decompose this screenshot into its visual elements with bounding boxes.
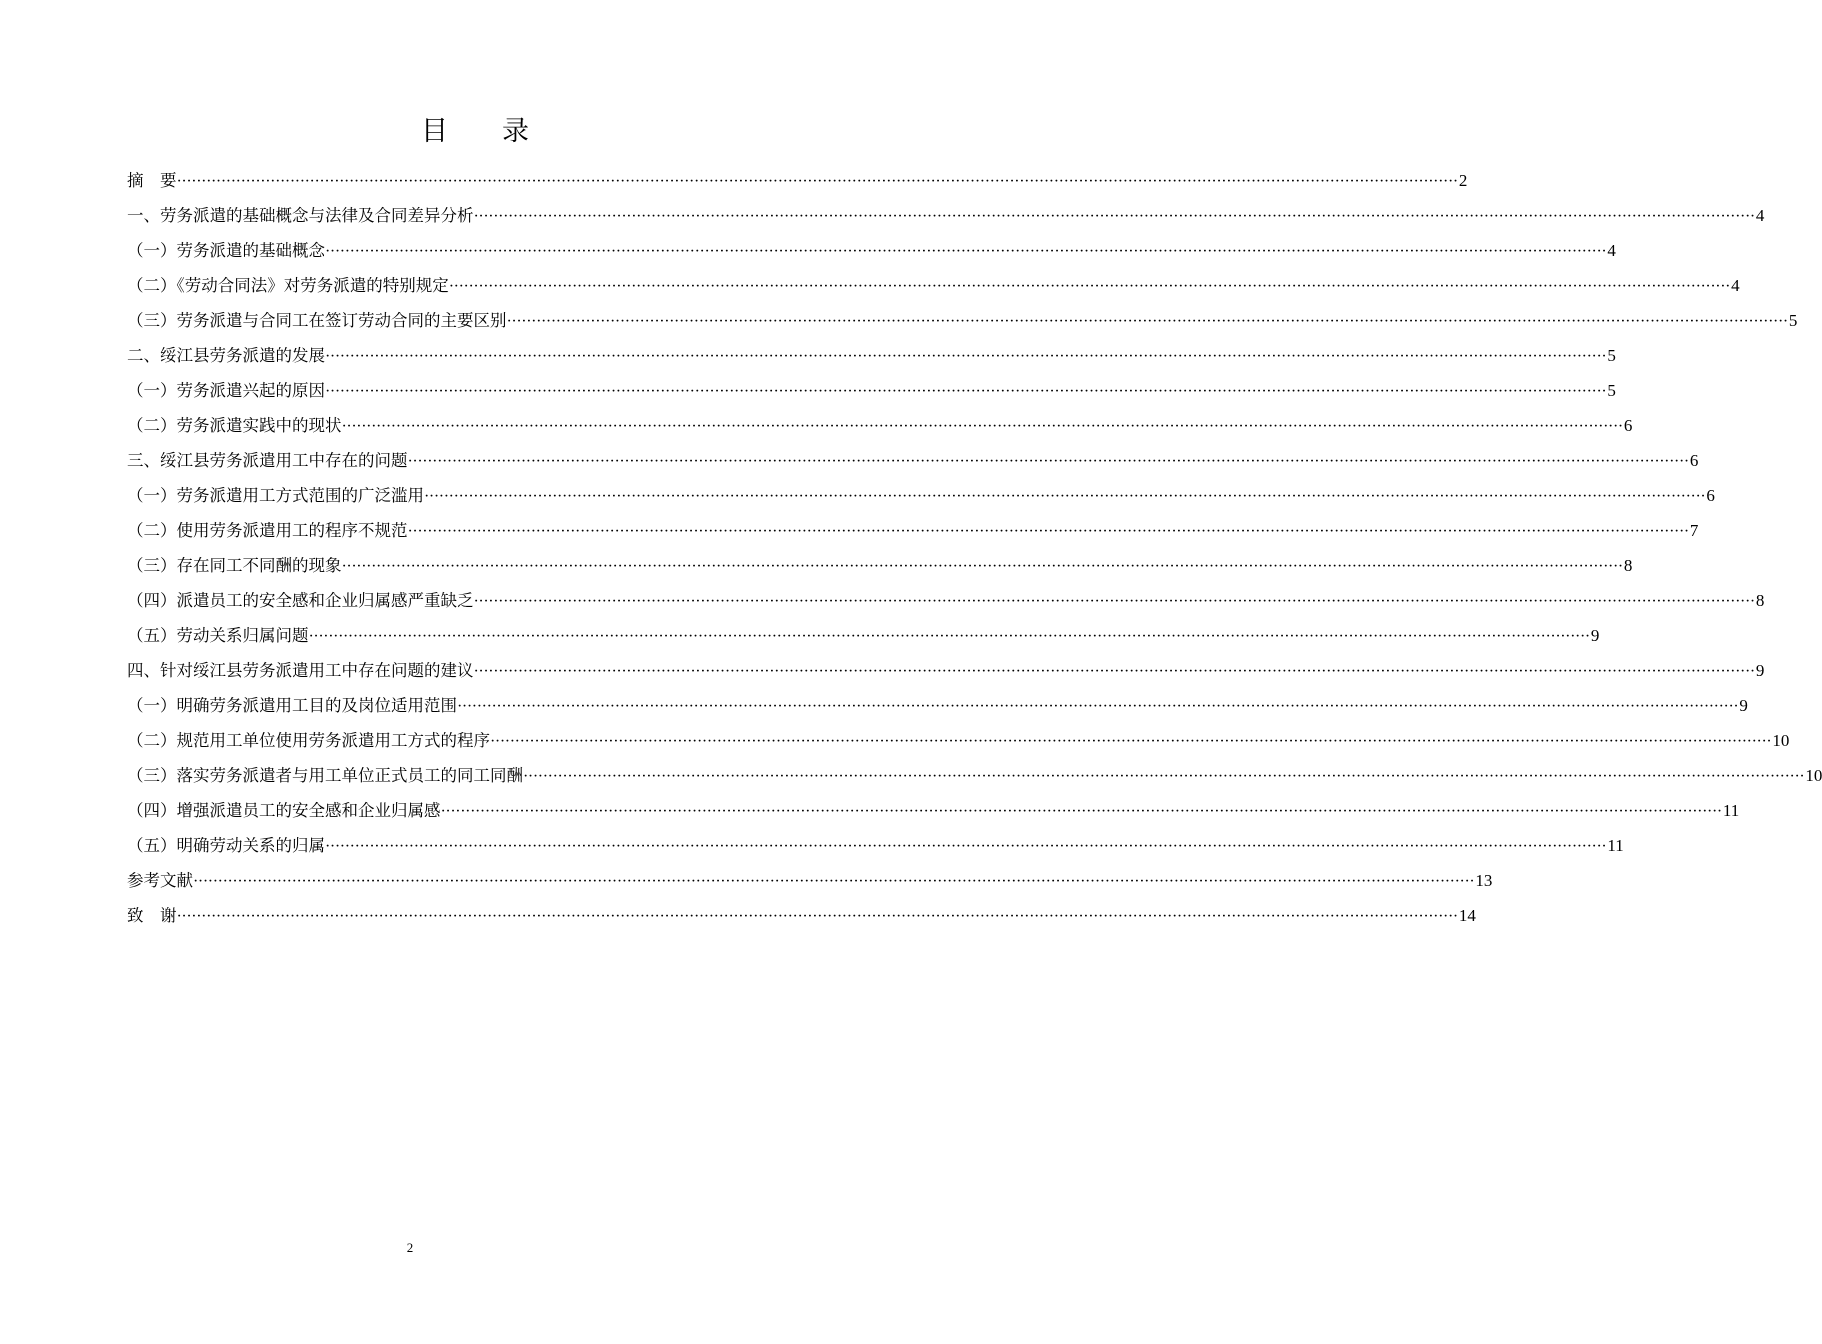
- toc-entry-page: 9: [1590, 626, 1600, 645]
- toc-entry[interactable]: [127, 793, 1740, 828]
- toc-entry-page: 9: [1755, 661, 1765, 680]
- toc-entry[interactable]: [127, 688, 1748, 723]
- toc-entry-page: 5: [1788, 311, 1798, 330]
- toc-leader-dots: ····································································································································································································································································: [341, 418, 1623, 435]
- toc-entry[interactable]: [127, 828, 1624, 863]
- toc-entry-page: 2: [1458, 171, 1468, 190]
- toc-entry[interactable]: [127, 303, 1798, 338]
- page-title: 目 录: [421, 116, 529, 147]
- toc-entry-page: 8: [1755, 591, 1765, 610]
- toc-entry[interactable]: [127, 408, 1633, 443]
- toc-entry-label: （一）劳务派遣兴起的原因: [127, 381, 325, 400]
- toc-leader-dots: ····································································································································································································································································: [325, 243, 1607, 260]
- toc-entry-label: 四、针对绥江县劳务派遣用工中存在问题的建议: [127, 661, 474, 680]
- toc-entry-page: 11: [1607, 836, 1624, 855]
- toc-entry-label: （二）规范用工单位使用劳务派遣用工方式的程序: [127, 731, 490, 750]
- toc-entry-label: 三、绥江县劳务派遣用工中存在的问题: [127, 451, 408, 470]
- toc-entry-label: （三）落实劳务派遣者与用工单位正式员工的同工同酬: [127, 766, 523, 785]
- toc-entry-page: 7: [1689, 521, 1699, 540]
- toc-entry-page: 10: [1805, 766, 1822, 785]
- toc-leader-dots: ····································································································································································································································································: [473, 593, 1755, 610]
- toc-entry-label: （五）劳动关系归属问题: [127, 626, 309, 645]
- toc-leader-dots: ····································································································································································································································································: [407, 453, 1689, 470]
- toc-entry-label: （一）劳务派遣的基础概念: [127, 241, 325, 260]
- toc-entry-page: 4: [1731, 276, 1740, 295]
- toc-leader-dots: ····································································································································································································································································: [308, 628, 1590, 645]
- toc-leader-dots: ····································································································································································································································································: [325, 383, 1607, 400]
- toc-leader-dots: ····································································································································································································································································: [193, 873, 1475, 890]
- toc-leader-dots: ····································································································································································································································································: [325, 348, 1607, 365]
- toc-entry-page: 13: [1475, 871, 1493, 890]
- toc-entry[interactable]: [127, 723, 1790, 758]
- toc-entry-label: （二）《劳动合同法》对劳务派遣的特别规定: [127, 276, 449, 295]
- toc-entry[interactable]: [127, 653, 1765, 688]
- toc-entry[interactable]: [127, 898, 1476, 933]
- toc-leader-dots: ····································································································································································································································································: [490, 733, 1772, 750]
- toc-entry-page: 4: [1607, 241, 1616, 260]
- toc-entry-label: 二、绥江县劳务派遣的发展: [127, 346, 325, 365]
- page-number: 2: [406, 1240, 414, 1255]
- toc-leader-dots: ····································································································································································································································································: [457, 698, 1739, 715]
- toc-entry-label: 参考文献: [127, 871, 193, 890]
- toc-entry-label: 摘 要: [127, 171, 177, 190]
- toc-entry-page: 4: [1755, 206, 1765, 225]
- toc-entry-page: 14: [1458, 906, 1476, 925]
- toc-leader-dots: ····································································································································································································································································: [523, 768, 1805, 785]
- toc-entry[interactable]: [127, 513, 1699, 548]
- toc-leader-dots: ····································································································································································································································································: [440, 803, 1722, 820]
- toc-entry-label: （二）劳务派遣实践中的现状: [127, 416, 342, 435]
- toc-leader-dots: ····································································································································································································································································: [424, 488, 1706, 505]
- toc-entry-page: 6: [1706, 486, 1715, 505]
- toc-leader-dots: ····································································································································································································································································: [325, 838, 1607, 855]
- toc-entry[interactable]: [127, 478, 1715, 513]
- toc-entry[interactable]: [127, 373, 1616, 408]
- toc-leader-dots: ····································································································································································································································································: [473, 663, 1755, 680]
- toc-entry[interactable]: [127, 198, 1765, 233]
- toc-entry-page: 8: [1623, 556, 1633, 575]
- toc-entry-label: 致 谢: [127, 906, 177, 925]
- toc-entry-page: 11: [1722, 801, 1740, 820]
- toc-entry[interactable]: [127, 443, 1699, 478]
- toc-entry-label: （四）增强派遣员工的安全感和企业归属感: [127, 801, 441, 820]
- toc-leader-dots: ····································································································································································································································································: [176, 908, 1458, 925]
- toc-entry[interactable]: [127, 338, 1616, 373]
- toc-entry-label: （一）劳务派遣用工方式范围的广泛滥用: [127, 486, 424, 505]
- toc-entry-label: 一、劳务派遣的基础概念与法律及合同差异分析: [127, 206, 474, 225]
- toc-entry[interactable]: [127, 268, 1740, 303]
- toc-leader-dots: ····································································································································································································································································: [506, 313, 1788, 330]
- toc-entry[interactable]: [127, 863, 1493, 898]
- toc-entry-page: 5: [1607, 381, 1616, 400]
- toc-entry-label: （四）派遣员工的安全感和企业归属感严重缺乏: [127, 591, 474, 610]
- toc-entry-page: 5: [1607, 346, 1616, 365]
- toc-leader-dots: ····································································································································································································································································: [473, 208, 1755, 225]
- toc-entry-label: （三）劳务派遣与合同工在签订劳动合同的主要区别: [127, 311, 507, 330]
- toc-entry-page: 9: [1739, 696, 1748, 715]
- toc-entry[interactable]: [127, 233, 1616, 268]
- toc-entry-label: （五）明确劳动关系的归属: [127, 836, 325, 855]
- toc-entry-page: 6: [1689, 451, 1699, 470]
- toc-entry[interactable]: [127, 583, 1765, 618]
- toc-entry-label: （三）存在同工不同酬的现象: [127, 556, 342, 575]
- toc-entry[interactable]: [127, 618, 1600, 653]
- toc-entry[interactable]: [127, 548, 1633, 583]
- toc-entry[interactable]: [127, 163, 1468, 198]
- toc-leader-dots: ····································································································································································································································································: [341, 558, 1623, 575]
- toc-entry[interactable]: [127, 758, 1822, 793]
- toc-entry-page: 6: [1623, 416, 1633, 435]
- toc-entry-label: （二）使用劳务派遣用工的程序不规范: [127, 521, 408, 540]
- toc-leader-dots: ····································································································································································································································································: [448, 278, 1731, 295]
- toc-entry-label: （一）明确劳务派遣用工目的及岗位适用范围: [127, 696, 457, 715]
- toc-entry-page: 10: [1772, 731, 1790, 750]
- toc-leader-dots: ····································································································································································································································································: [407, 523, 1689, 540]
- toc-leader-dots: ····································································································································································································································································: [176, 173, 1458, 190]
- table-of-contents: [127, 163, 1822, 933]
